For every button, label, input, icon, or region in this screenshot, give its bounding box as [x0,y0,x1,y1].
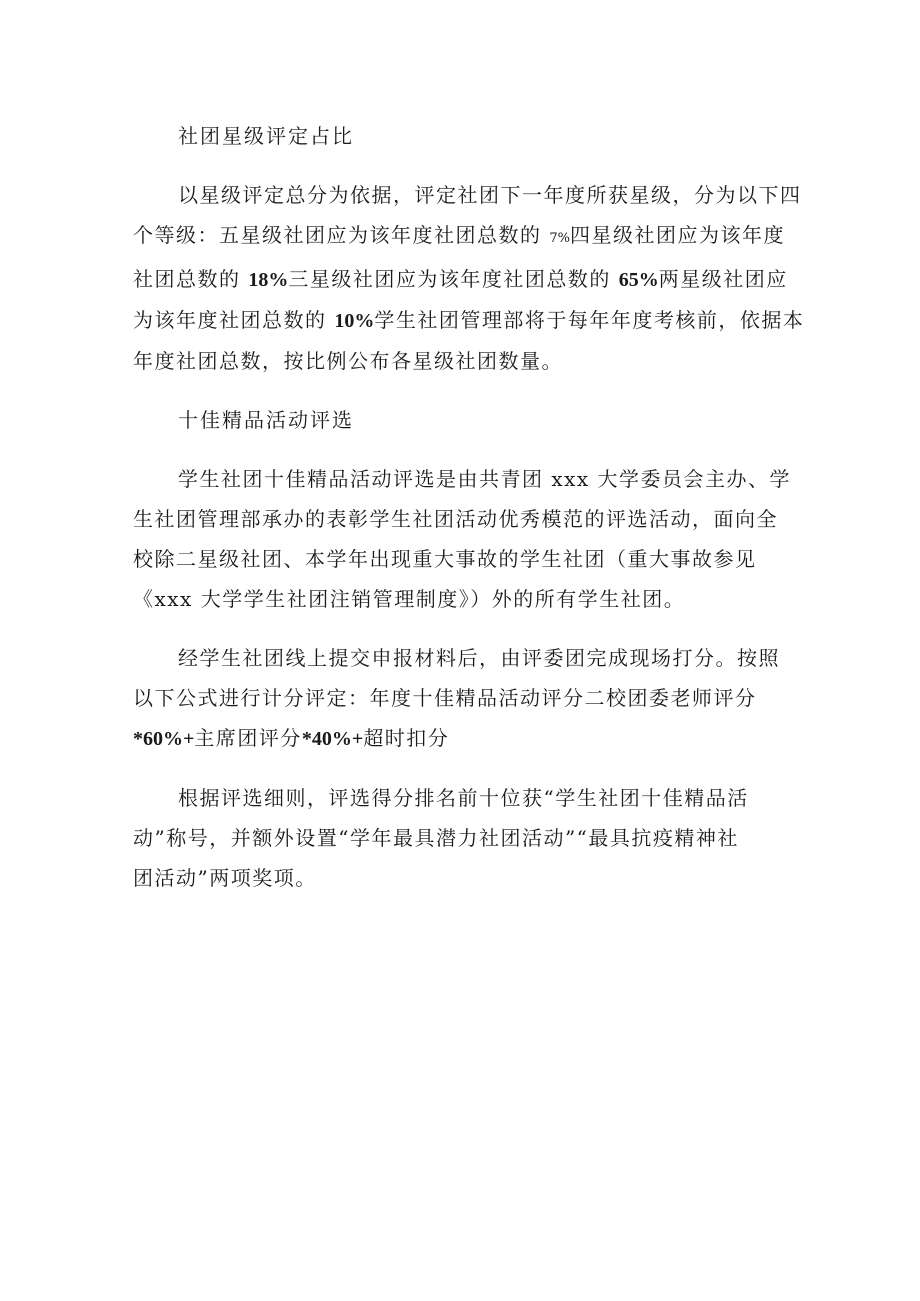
paragraph-line: 社团总数的 18%三星级社团应为该年度社团总数的 65%两星级社团应 [133,267,788,291]
paragraph-line: 根据评选细则，评选得分排名前十位获“学生社团十佳精品活 [178,786,749,810]
paragraph-line: 年度社团总数，按比例公布各星级社团数量。 [133,349,563,373]
paragraph-star-rating [133,175,805,381]
document-page [133,116,805,917]
paragraph-line: 生社团管理部承办的表彰学生社团活动优秀模范的评选活动，面向全 [133,507,778,531]
paragraph-line: 经学生社团线上提交申报材料后，由评委团完成现场打分。按照 [178,646,780,670]
section-heading-top-ten: 十佳精品活动评选 [178,408,354,432]
paragraph-line: 学生社团十佳精品活动评选是由共青团 xxx 大学委员会主办、学 [178,467,792,491]
paragraph-line: 动”称号，并额外设置“学年最具潜力社团活动”“最具抗疫精神社 [133,826,739,850]
paragraph-line: 团活动”两项奖项。 [133,866,317,890]
section-heading-star-rating: 社团星级评定占比 [178,124,354,148]
paragraph-awards [133,778,801,898]
paragraph-top-ten-intro [133,459,801,619]
paragraph-line: 个等级：五星级社团应为该年度社团总数的 7%四星级社团应为该年度 [133,223,785,247]
paragraph-line: 以星级评定总分为依据，评定社团下一年度所获星级，分为以下四 [178,183,802,207]
paragraph-line: 校除二星级社团、本学年出现重大事故的学生社团（重大事故参见 [133,547,757,571]
paragraph-line: 为该年度社团总数的 10%学生社团管理部将于每年年度考核前，依据本 [133,308,805,332]
paragraph-line: 以下公式进行计分评定：年度十佳精品活动评分二校团委老师评分 [133,686,757,710]
paragraph-scoring-formula [133,638,801,759]
paragraph-line: 《xxx 大学学生社团注销管理制度》）外的所有学生社团。 [133,587,686,611]
paragraph-line: *60%+主席团评分*40%+超时扣分 [133,726,450,750]
